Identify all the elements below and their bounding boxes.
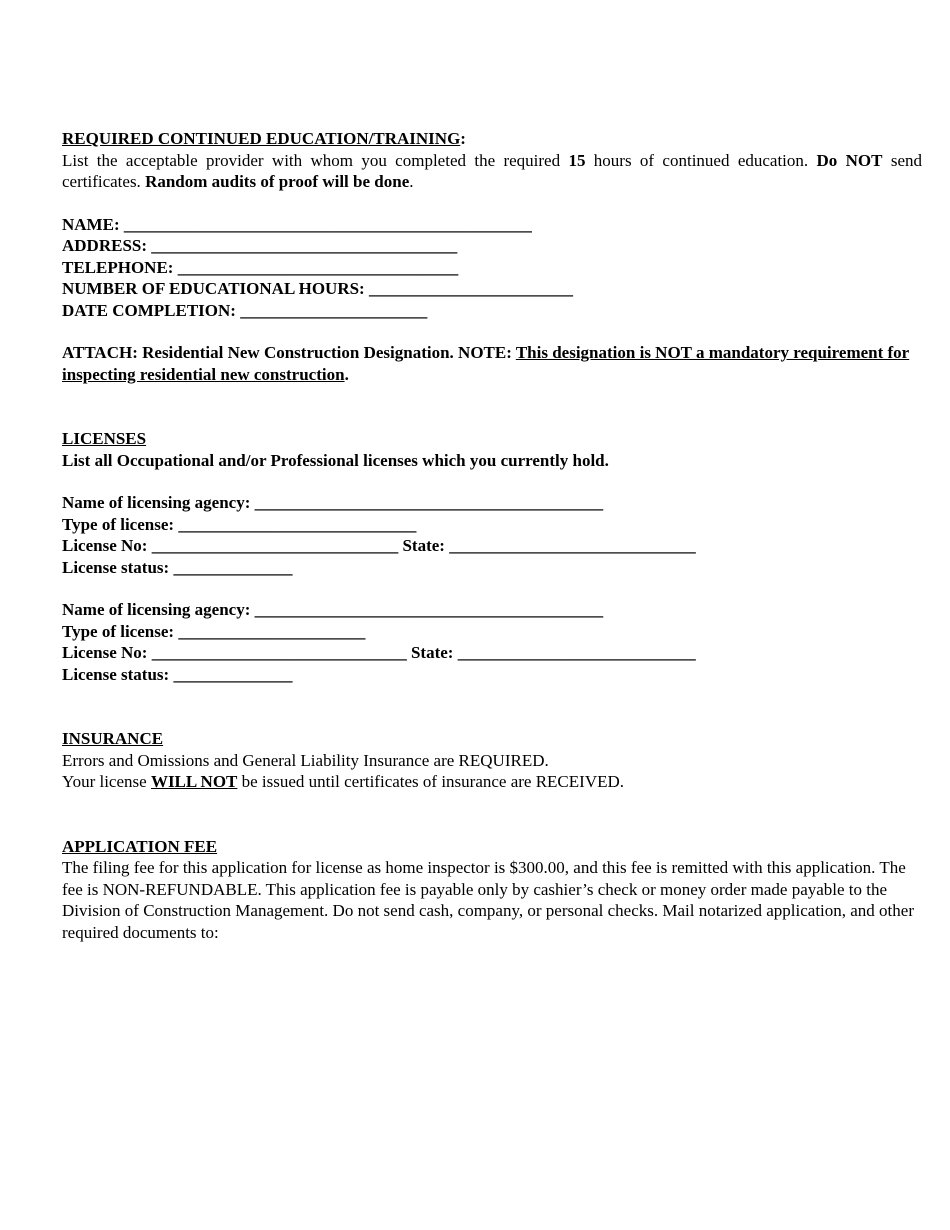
license-block-1 [62,492,922,578]
telephone-field-blank[interactable]: _________________________________ [177,257,459,277]
will-not-text: WILL NOT [150,772,238,791]
license-block-2 [62,599,922,685]
license-state-label: State: [406,643,458,662]
telephone-field-label: TELEPHONE: [62,257,178,277]
license-state-blank[interactable]: ____________________________ [457,643,696,662]
insurance-requirement: Errors and Omissions and General Liability Insurance are REQUIRED. [62,750,549,770]
licenses-heading: LICENSES [62,429,147,448]
license-number-blank[interactable]: ______________________________ [151,643,407,662]
educational-hours-field-row[interactable] [62,278,922,300]
document-page [62,128,922,943]
license-type-row[interactable] [62,621,922,643]
telephone-field-row[interactable] [62,257,922,279]
insurance-heading: INSURANCE [62,729,164,748]
required-hours: 15 [568,150,586,170]
attach-end: . [344,364,349,384]
license-status-label: License status: [62,557,174,577]
education-intro [62,150,922,193]
license-type-label: Type of license: [62,621,179,641]
name-field-row[interactable] [62,214,922,236]
attach-note [62,342,922,385]
license-number-blank[interactable]: _____________________________ [151,536,399,555]
licensing-agency-label: Name of licensing agency: [62,493,255,512]
license-number-label: License No: [62,536,152,555]
licenses-section [62,428,922,685]
audit-notice: Random audits of proof will be done [145,172,410,191]
insurance-warning-text-a: Your license [62,772,151,791]
license-state-label: State: [398,536,450,555]
intro-text-c: send certificates. [62,150,922,191]
license-type-row[interactable] [62,514,922,536]
attach-text: ATTACH: Residential New Construction Designation. NOTE: [62,343,516,362]
licensing-agency-blank[interactable]: _________________________________________ [254,600,604,619]
designation-note: This designation is NOT a mandatory requirement for inspecting residential new construction [62,343,910,384]
license-type-label: Type of license: [62,514,179,534]
intro-text-a: List the acceptable provider with whom you completed the required [62,150,569,170]
address-field-label: ADDRESS: [62,236,152,255]
date-completion-field-row[interactable] [62,300,922,322]
licensing-agency-row[interactable] [62,599,922,621]
do-not-text: Do NOT [816,150,883,170]
name-field-blank[interactable]: ________________________________________________ [123,214,532,234]
license-number-row[interactable] [62,642,922,664]
license-number-label: License No: [62,643,152,662]
license-type-blank[interactable]: ______________________ [178,621,366,641]
application-fee-body: The filing fee for this application for license as home inspector is $300.00, and this fee is remitted with this application. The fee is NON-REFUNDABLE. This application fee is payable only by cashier’s check or money order made payable to the Division of Construction Management. Do not send cash, company, or personal checks. Mail notarized application, and other required documents to: [62,858,914,942]
licensing-agency-row[interactable] [62,492,922,514]
address-field-blank[interactable]: ____________________________________ [151,236,458,255]
license-type-blank[interactable]: ____________________________ [178,514,417,534]
application-fee-section [62,836,922,944]
licensing-agency-label: Name of licensing agency: [62,600,255,619]
date-completion-field-label: DATE COMPLETION: [62,300,241,320]
educational-hours-field-blank[interactable]: ________________________ [368,279,573,298]
application-fee-heading: APPLICATION FEE [62,836,218,856]
insurance-warning-text-b: be issued until certificates of insurance are RECEIVED. [237,772,625,791]
intro-end: . [409,172,414,191]
license-status-blank[interactable]: ______________ [173,664,293,684]
license-state-blank[interactable]: _____________________________ [449,536,696,555]
license-status-row[interactable] [62,557,922,579]
education-section [62,128,922,385]
date-completion-field-blank[interactable]: ______________________ [240,300,428,320]
licensing-agency-blank[interactable]: _________________________________________ [254,493,604,512]
license-status-label: License status: [62,664,174,684]
intro-text-b: hours of continued education. [585,150,817,170]
license-status-blank[interactable]: ______________ [173,557,293,577]
heading-colon: : [460,129,466,148]
education-heading: REQUIRED CONTINUED EDUCATION/TRAINING [62,129,461,148]
education-heading-line [62,128,922,150]
name-field-label: NAME: [62,214,124,234]
educational-hours-field-label: NUMBER OF EDUCATIONAL HOURS: [62,279,369,298]
address-field-row[interactable] [62,235,922,257]
license-status-row[interactable] [62,664,922,686]
licenses-instruction: List all Occupational and/or Professional licenses which you currently hold. [62,450,609,470]
insurance-section [62,728,922,793]
insurance-warning [62,771,922,793]
license-number-row[interactable] [62,535,922,557]
